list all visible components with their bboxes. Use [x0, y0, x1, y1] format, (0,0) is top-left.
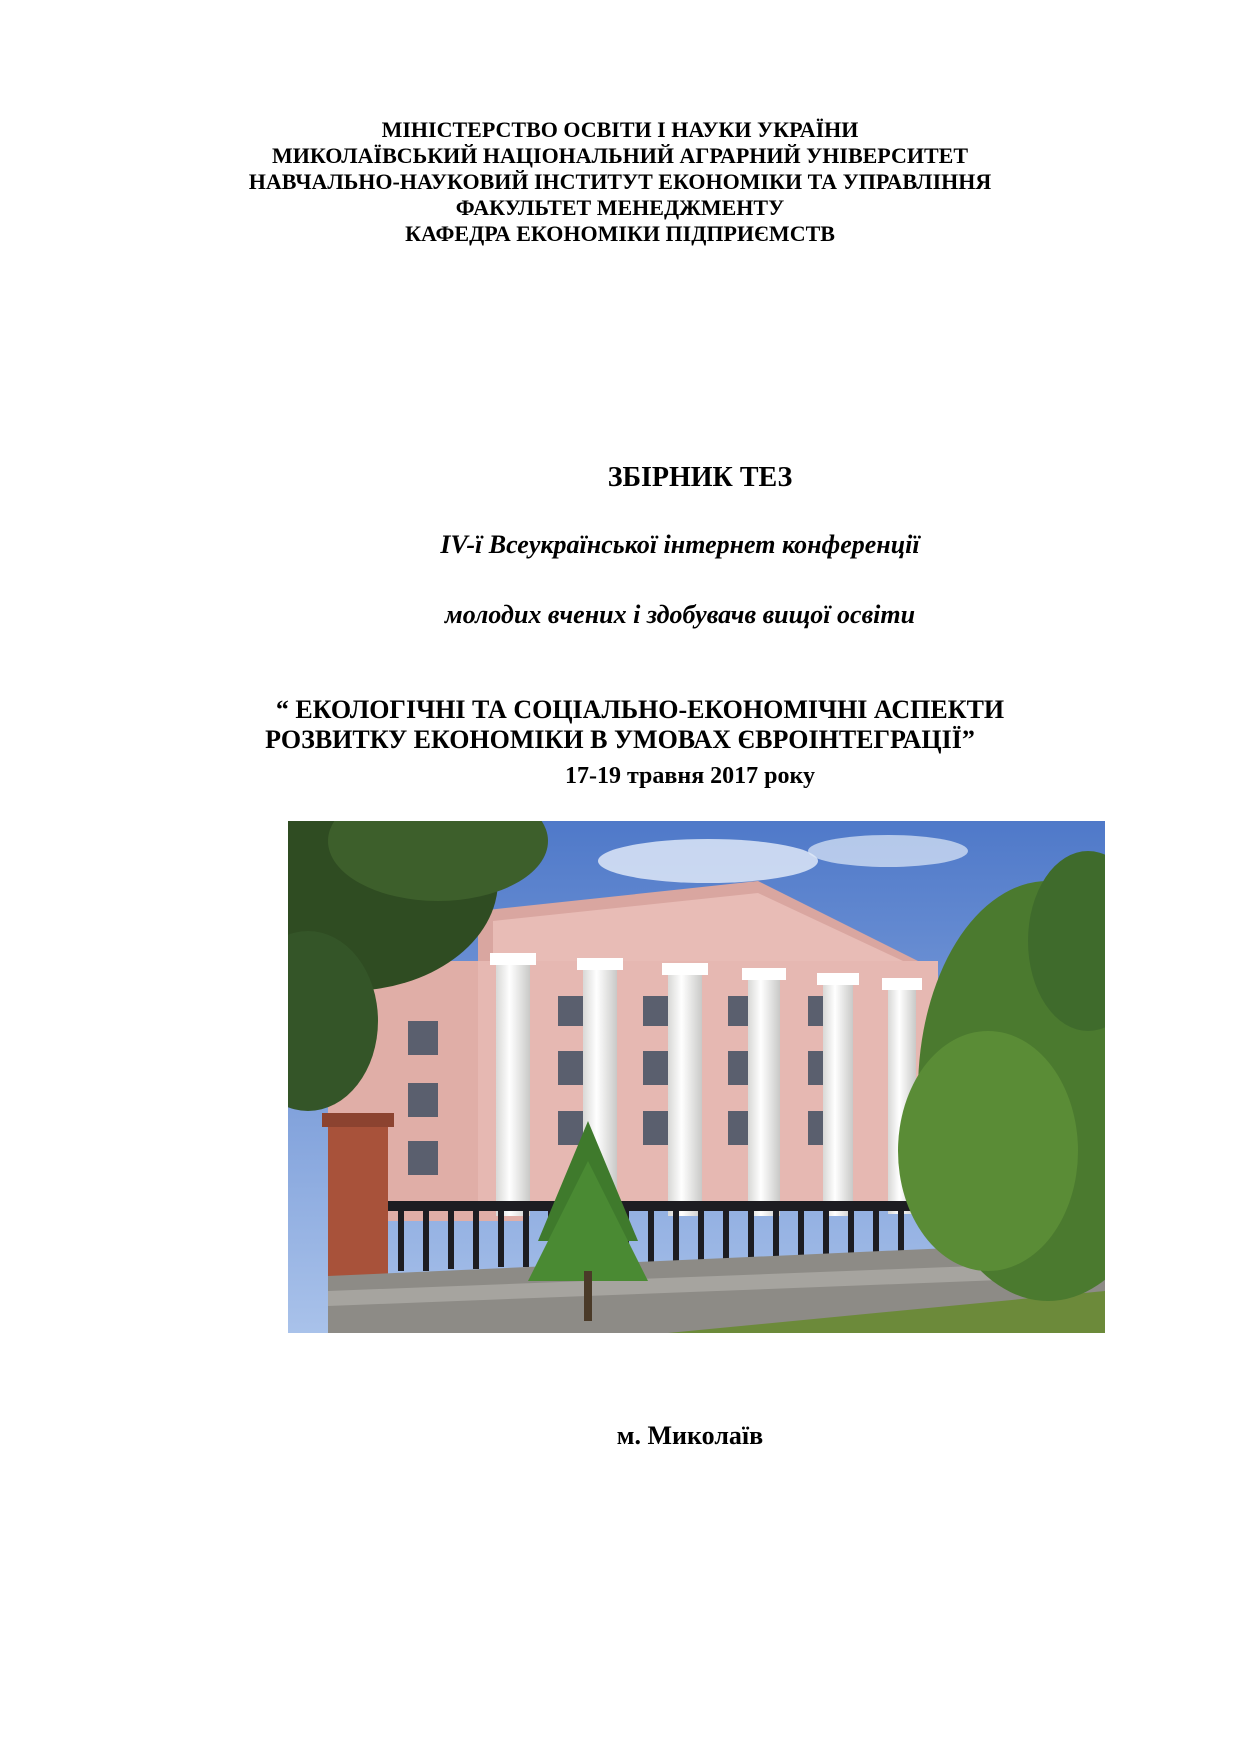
institution-header — [0, 117, 1240, 247]
topic-line-2: РОЗВИТКУ ЕКОНОМІКИ В УМОВАХ ЄВРОІНТЕГРАЦІЇ” — [265, 725, 975, 754]
collection-title: ЗБІРНИК ТЕЗ — [607, 462, 793, 493]
university-line: МИКОЛАЇВСЬКИЙ НАЦІОНАЛЬНИЙ АГРАРНИЙ УНІВЕРСИТЕТ — [271, 143, 969, 168]
topic-line-1: “ ЕКОЛОГІЧНІ ТА СОЦІАЛЬНО-ЕКОНОМІЧНІ АСПЕКТИ — [275, 695, 1005, 724]
city: м. Миколаїв — [616, 1421, 764, 1450]
conference-name-line-1: IV-ї Всеукраїнської інтернет конференції — [440, 530, 920, 559]
university-building-photo — [288, 821, 1105, 1333]
institute-line: НАВЧАЛЬНО-НАУКОВИЙ ІНСТИТУТ ЕКОНОМІКИ ТА УПРАВЛІННЯ — [248, 169, 992, 194]
ministry-line: МІНІСТЕРСТВО ОСВІТИ І НАУКИ УКРАЇНИ — [381, 117, 859, 142]
conference-dates: 17-19 травня 2017 року — [564, 763, 816, 789]
faculty-line: ФАКУЛЬТЕТ МЕНЕДЖМЕНТУ — [455, 195, 785, 220]
conference-name-line-2: молодих вчених і здобувачв вищої освіти — [444, 600, 916, 629]
department-line: КАФЕДРА ЕКОНОМІКИ ПІДПРИЄМСТВ — [405, 221, 835, 246]
conference-topic — [0, 695, 1240, 755]
